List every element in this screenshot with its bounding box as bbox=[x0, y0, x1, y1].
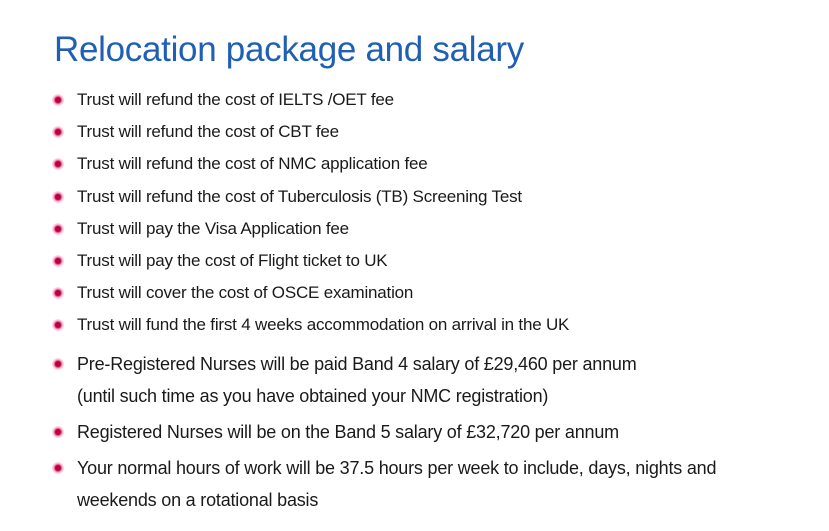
list-item-refund-nmc-application bbox=[52, 154, 812, 174]
bullet-icon bbox=[52, 126, 64, 138]
list-item-text: Trust will pay the Visa Application fee bbox=[77, 218, 349, 238]
list-item-text: Trust will refund the cost of Tuberculosis (TB) Screening Test bbox=[77, 186, 522, 206]
list-item-text: Trust will fund the first 4 weeks accommodation on arrival in the UK bbox=[77, 315, 570, 335]
list-item-accommodation bbox=[52, 315, 812, 335]
list-item-flight-ticket bbox=[52, 251, 812, 271]
list-item-text-continued: weekends on a rotational basis bbox=[77, 489, 319, 510]
list-item-text: Trust will refund the cost of CBT fee bbox=[77, 122, 339, 142]
bullet-icon bbox=[52, 94, 64, 106]
list-item-refund-ielts-oet bbox=[52, 90, 812, 110]
bullet-icon bbox=[52, 287, 64, 299]
bullet-icon bbox=[52, 255, 64, 267]
list-item-refund-tb-screening bbox=[52, 187, 812, 207]
page-title: Relocation package and salary bbox=[54, 30, 524, 69]
list-item-refund-cbt bbox=[52, 122, 812, 142]
bullet-icon bbox=[52, 223, 64, 235]
list-item-text: Trust will refund the cost of NMC application fee bbox=[77, 154, 428, 174]
bullet-icon bbox=[52, 462, 64, 474]
list-item-working-hours bbox=[52, 452, 812, 516]
bullet-icon bbox=[52, 158, 64, 170]
list-item-text: Your normal hours of work will be 37.5 hours per week to include, days, nights and bbox=[77, 457, 717, 478]
list-item-text: Trust will pay the cost of Flight ticket to UK bbox=[77, 250, 388, 270]
list-item-text-continued: (until such time as you have obtained your NMC registration) bbox=[77, 385, 549, 406]
bullet-list bbox=[52, 90, 812, 516]
list-item-visa-fee bbox=[52, 219, 812, 239]
bullet-icon bbox=[52, 319, 64, 331]
list-item-band-5-salary bbox=[52, 416, 812, 448]
bullet-icon bbox=[52, 426, 64, 438]
list-item-osce-exam bbox=[52, 283, 812, 303]
list-item-text: Trust will cover the cost of OSCE examination bbox=[77, 283, 414, 303]
bullet-icon bbox=[52, 358, 64, 370]
bullet-icon bbox=[52, 191, 64, 203]
list-item-band-4-salary bbox=[52, 348, 812, 412]
list-item-text: Pre-Registered Nurses will be paid Band 4 salary of £29,460 per annum bbox=[77, 353, 637, 374]
list-item-text: Registered Nurses will be on the Band 5 salary of £32,720 per annum bbox=[77, 421, 619, 442]
list-item-text: Trust will refund the cost of IELTS /OET fee bbox=[77, 90, 394, 109]
